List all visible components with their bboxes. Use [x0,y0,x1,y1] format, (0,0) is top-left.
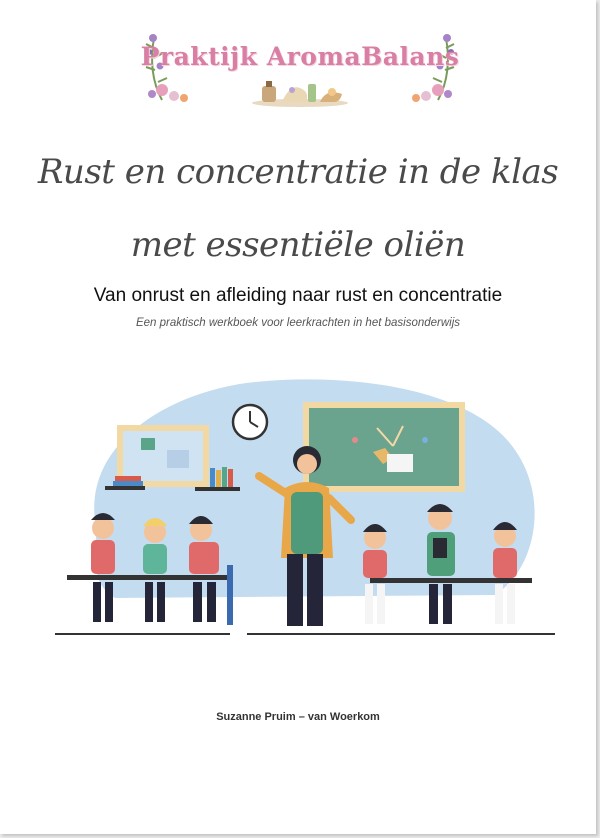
essential-oil-still-life-icon [248,76,352,108]
student-figure [427,504,455,624]
logo-text: Praktijk AromaBalans [140,42,460,71]
desk-left [67,575,232,580]
desk-right [370,578,532,583]
title-line-1: Rust en concentratie in de klas [37,152,559,192]
title-line-2: met essentiële oliën [130,225,466,265]
brand-logo [140,30,460,108]
student-figure [91,513,115,622]
classroom-illustration [55,370,555,650]
wall-clock-icon [233,405,267,439]
subtitle: Van onrust en afleiding naar rust en concentratie [93,285,503,306]
author-name: Suzanne Pruim – van Woerkom [216,711,380,723]
student-figure [363,524,387,624]
student-figure [143,518,167,622]
tagline: Een praktisch werkboek voor leerkrachten in het basisonderwijs [135,317,461,329]
student-figure [493,522,517,624]
